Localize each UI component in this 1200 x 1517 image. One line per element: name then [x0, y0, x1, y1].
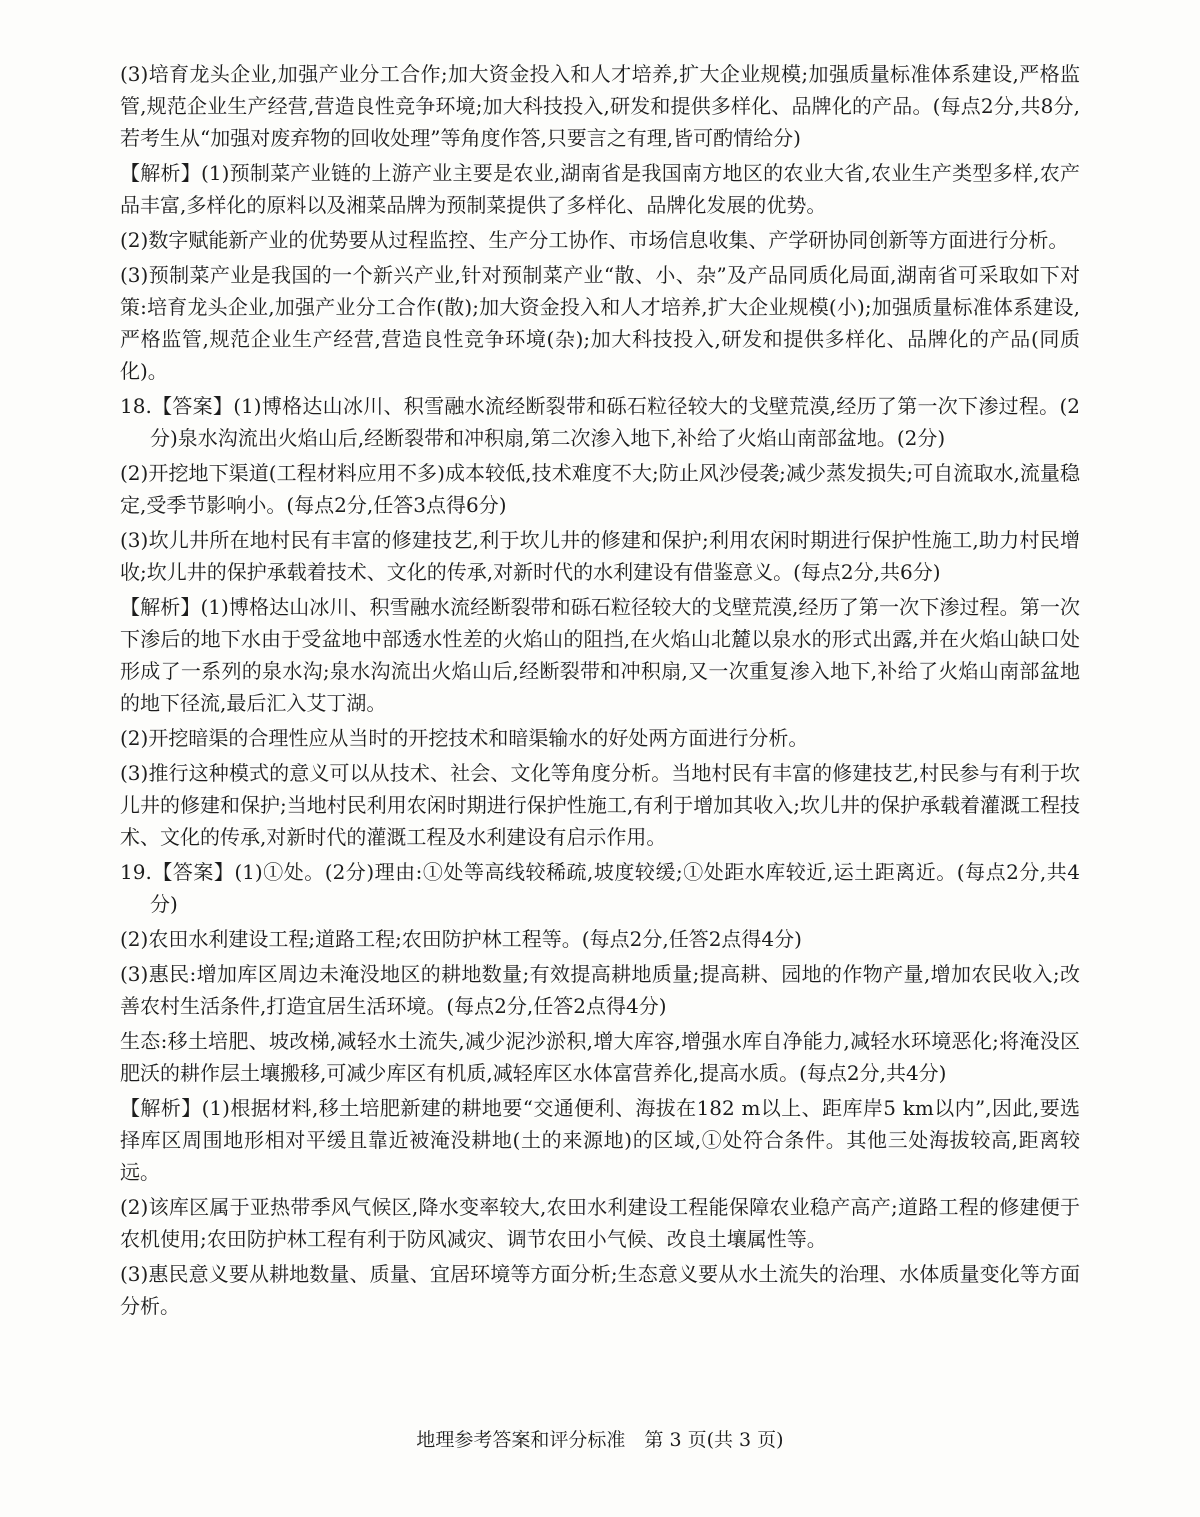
- answer-19-3-huimin: (3)惠民:增加库区周边未淹没地区的耕地数量;有效提高耕地质量;提高耕、园地的作物产量,增加农民收入;改善农村生活条件,打造宜居生活环境。(每点2分,任答2点得4分): [120, 962, 1080, 1018]
- analysis-19-3: (3)惠民意义要从耕地数量、质量、宜居环境等方面分析;生态意义要从水土流失的治理、水体质量变化等方面分析。: [120, 1262, 1080, 1318]
- analysis-18-1: 【解析】(1)博格达山冰川、积雪融水流经断裂带和砾石粒径较大的戈壁荒漠,经历了第一次下渗过程。第一次下渗后的地下水由于受盆地中部透水性差的火焰山的阻挡,在火焰山北麓以泉水的形式出露,并在火焰山缺口处形成了一系列的泉水沟;泉水沟流出火焰山后,经断裂带和冲积扇,又一次重复渗入地下,补给了火焰山南部盆地的地下径流,最后汇入艾丁湖。: [120, 595, 1080, 715]
- analysis-18-3: (3)推行这种模式的意义可以从技术、社会、文化等角度分析。当地村民有丰富的修建技艺,村民参与有利于坎儿井的修建和保护;当地村民利用农闲时期进行保护性施工,有利于增加其收入;坎儿井的保护承载着灌溉工程技术、文化的传承,对新时代的灌溉工程及水利建设有启示作用。: [120, 761, 1080, 849]
- answer-19-2: (2)农田水利建设工程;道路工程;农田防护林工程等。(每点2分,任答2点得4分): [120, 927, 802, 951]
- analysis-17-1: 【解析】(1)预制菜产业链的上游产业主要是农业,湖南省是我国南方地区的农业大省,农业生产类型多样,农产品丰富,多样化的原料以及湘菜品牌为预制菜提供了多样化、品牌化发展的优势。: [120, 161, 1080, 217]
- answer-19-1: 19.【答案】(1)①处。(2分)理由:①处等高线较稀疏,坡度较缓;①处距水库较近,运土距离近。(每点2分,共4分): [120, 860, 1080, 916]
- analysis-17-3: (3)预制菜产业是我国的一个新兴产业,针对预制菜产业“散、小、杂”及产品同质化局面,湖南省可采取如下对策:培育龙头企业,加强产业分工合作(散);加大资金投入和人才培养,扩大企业规模(小);加强质量标准体系建设,严格监管,规范企业生产经营,营造良性竞争环境(杂);加大科技投入,研发和提供多样化、品牌化的产品(同质化)。: [120, 263, 1080, 383]
- analysis-19-2: (2)该库区属于亚热带季风气候区,降水变率较大,农田水利建设工程能保障农业稳产高产;道路工程的修建便于农机使用;农田防护林工程有利于防风减灾、调节农田小气候、改良土壤属性等。: [120, 1195, 1080, 1251]
- answer-content: [120, 58, 1080, 1325]
- page-footer: 地理参考答案和评分标准 第 3 页(共 3 页): [416, 1429, 784, 1451]
- analysis-18-2: (2)开挖暗渠的合理性应从当时的开挖技术和暗渠输水的好处两方面进行分析。: [120, 726, 809, 750]
- answer-18-2: (2)开挖地下渠道(工程材料应用不多)成本较低,技术难度不大;防止风沙侵袭;减少蒸发损失;可自流取水,流量稳定,受季节影响小。(每点2分,任答3点得6分): [120, 461, 1080, 517]
- answer-17-3: (3)培育龙头企业,加强产业分工合作;加大资金投入和人才培养,扩大企业规模;加强质量标准体系建设,严格监管,规范企业生产经营,营造良性竞争环境;加大科技投入,研发和提供多样化、品牌化的产品。(每点2分,共8分,若考生从“加强对废弃物的回收处理”等角度作答,只要言之有理,皆可酌情给分): [120, 62, 1080, 150]
- analysis-19-1: 【解析】(1)根据材料,移土培肥新建的耕地要“交通便利、海拔在182 m以上、距库岸5 km以内”,因此,要选择库区周围地形相对平缓且靠近被淹没耕地(土的来源地)的区域,①处符合条件。其他三处海拔较高,距离较远。: [120, 1096, 1080, 1184]
- answer-18-1: 18.【答案】(1)博格达山冰川、积雪融水流经断裂带和砾石粒径较大的戈壁荒漠,经历了第一次下渗过程。(2分)泉水沟流出火焰山后,经断裂带和冲积扇,第二次渗入地下,补给了火焰山南部盆地。(2分): [120, 394, 1080, 450]
- answer-18-3: (3)坎儿井所在地村民有丰富的修建技艺,利于坎儿井的修建和保护;利用农闲时期进行保护性施工,助力村民增收;坎儿井的保护承载着技术、文化的传承,对新时代的水利建设有借鉴意义。(每点2分,共6分): [120, 528, 1080, 584]
- analysis-17-2: (2)数字赋能新产业的优势要从过程监控、生产分工协作、市场信息收集、产学研协同创新等方面进行分析。: [120, 228, 1069, 252]
- answer-19-3-shengtai: 生态:移土培肥、坡改梯,减轻水土流失,减少泥沙淤积,增大库容,增强水库自净能力,减轻水环境恶化;将淹没区肥沃的耕作层土壤搬移,可减少库区有机质,减轻库区水体富营养化,提高水质。(每点2分,共4分): [120, 1029, 1080, 1085]
